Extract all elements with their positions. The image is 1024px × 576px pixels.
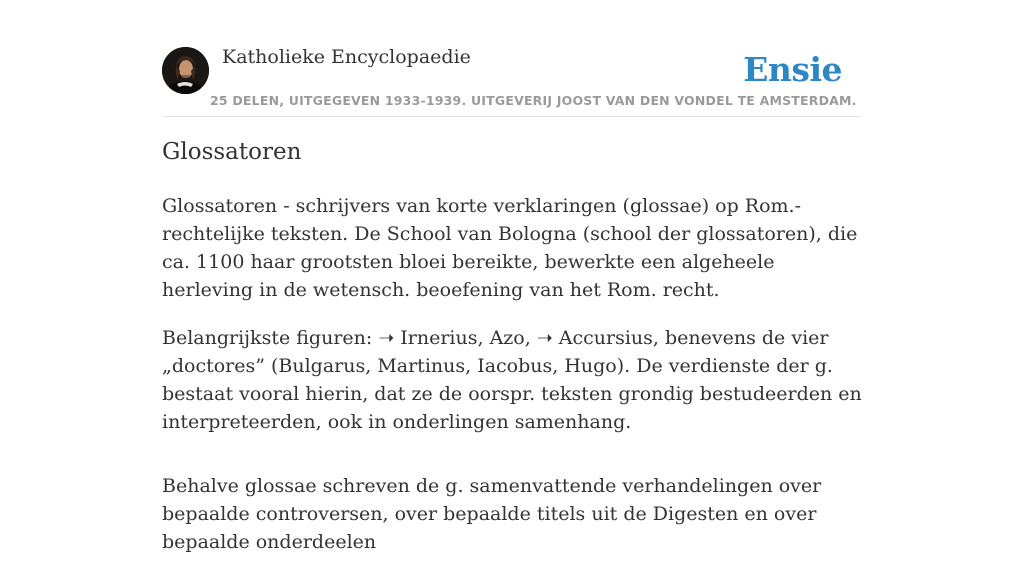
paragraph-1: Glossatoren - schrijvers van korte verklaringen (glossae) op Rom.-rechtelijke teksten. De School van Bologna (school der glossatoren), die ca. 1100 haar grootsten bloei bereikte, bewerkte een algeheele herleving in de wetensch. beoefening van het Rom. recht. [162, 195, 858, 301]
publication-header [162, 44, 862, 117]
paragraph-3: Behalve glossae schreven de g. samenvattende verhandelingen over bepaalde controversen, over bepaalde titels uit de Digesten en over bepaalde onderdeelen [162, 475, 822, 553]
portrait-avatar-icon [162, 47, 209, 94]
publication-subtitle: 25 DELEN, UITGEGEVEN 1933-1939. UITGEVERIJ JOOST VAN DEN VONDEL TE AMSTERDAM. [210, 93, 857, 108]
article-body [162, 192, 862, 576]
ensie-logo-link[interactable]: Ensie [743, 50, 842, 89]
publication-title[interactable]: Katholieke Encyclopaedie [222, 46, 471, 68]
paragraph-2: Belangrijkste figuren: ➝ Irnerius, Azo, ➝ Accursius, benevens de vier „doctores” (Bulgarus, Martinus, Iacobus, Hugo). De verdienste der g. bestaat vooral hierin, dat ze de oorspr. teksten grondig bestudeerden en interpreteerden, ook in onderlingen samenhang. [162, 327, 862, 433]
avatar[interactable] [162, 47, 209, 94]
page-title: Glossatoren [162, 139, 302, 165]
